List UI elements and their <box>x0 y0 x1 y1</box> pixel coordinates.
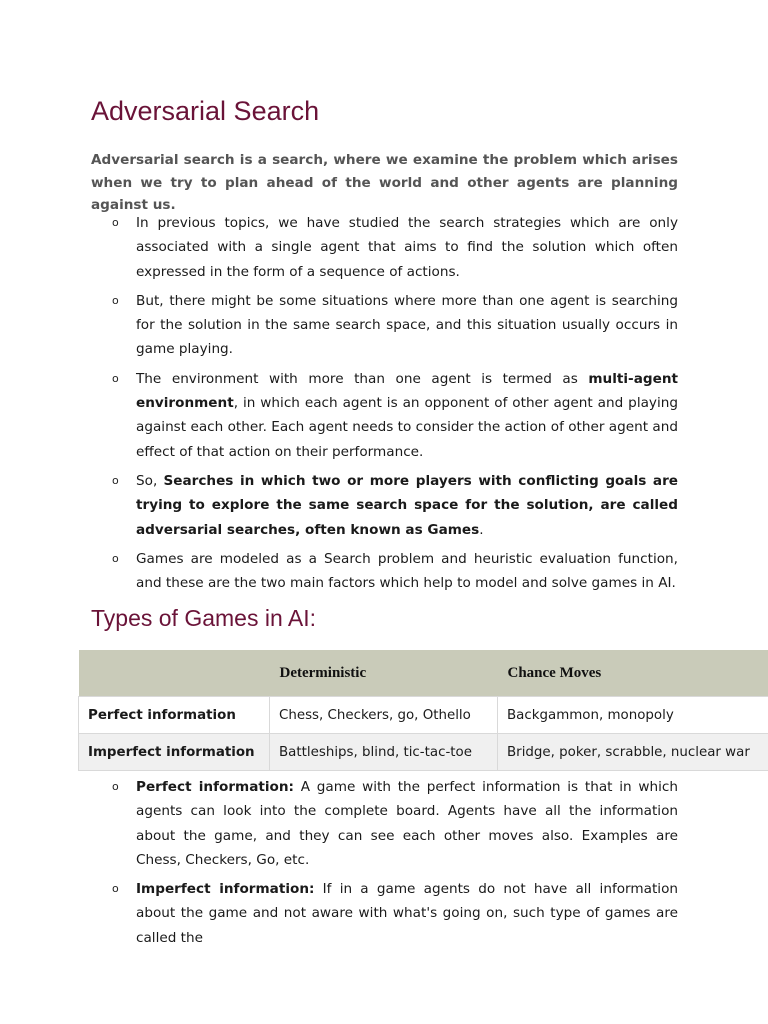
list-item <box>112 367 678 464</box>
table-header-corner <box>79 650 270 697</box>
text-span: In previous topics, we have studied the search strategies which are only associated with a single agent that aims to find the solution which often expressed in the form of a sequence of actions. <box>136 215 678 280</box>
bullet-list-information-types <box>112 775 678 955</box>
text-span: The environment with more than one agent is termed as <box>136 370 589 387</box>
bullet-marker-icon: o <box>112 216 119 229</box>
section-heading-types-of-games: Types of Games in AI: <box>91 605 316 631</box>
table-row-header-imperfect: Imperfect information <box>79 734 270 771</box>
bullet-marker-icon: o <box>112 371 119 385</box>
list-item <box>112 289 678 362</box>
table-header-deterministic: Deterministic <box>270 650 498 697</box>
table-cell: Bridge, poker, scrabble, nuclear war <box>498 734 768 771</box>
table-row <box>79 697 768 734</box>
text-span: , in which each agent is an opponent of other agent and playing against each other. Each agent needs to consider the action of other agent and effect of that action on their performance. <box>136 395 678 460</box>
text-span: If in a game agents do not have all information about the game and not aware with what's going on, such type of games are called the <box>136 881 679 946</box>
table-cell: Chess, Checkers, go, Othello <box>270 697 498 734</box>
bullet-marker-icon: o <box>112 551 119 565</box>
list-item <box>112 547 678 596</box>
bold-text: Imperfect information: <box>136 881 315 898</box>
table-cell: Battleships, blind, tic-tac-toe <box>270 734 498 771</box>
table-cell: Backgammon, monopoly <box>498 697 768 734</box>
table-header-chance-moves: Chance Moves <box>498 650 768 697</box>
list-item <box>112 211 678 284</box>
table-row-header-perfect: Perfect information <box>79 697 270 734</box>
bullet-list-overview <box>112 211 678 600</box>
list-item <box>112 469 678 542</box>
text-span: A game with the perfect information is that in which agents can look into the complete board. Agents have all the information about the game, and they can see each other moves also. Examples are Chess, Checkers, Go, etc. <box>136 779 679 868</box>
bullet-marker-icon: o <box>112 293 119 307</box>
bold-text: multi-agent environment <box>136 370 678 412</box>
bold-text: Perfect information: <box>136 779 294 795</box>
bullet-marker-icon: o <box>112 780 119 793</box>
bullet-marker-icon: o <box>112 473 119 487</box>
table-header-row <box>79 650 768 697</box>
text-span: But, there might be some situations where more than one agent is searching for the solution in the same search space, and this situation usually occurs in game playing. <box>136 292 678 358</box>
bold-text: Searches in which two or more players with conflicting goals are trying to explore the same search space for the solution, are called adversarial searches, often known as Games <box>136 472 678 538</box>
text-span: . <box>479 521 484 538</box>
table-row <box>79 734 768 771</box>
list-item <box>112 877 678 950</box>
list-item <box>112 775 678 872</box>
text-span: So, <box>136 472 164 489</box>
bullet-marker-icon: o <box>112 882 119 896</box>
page-title: Adversarial Search <box>91 96 320 126</box>
text-span: Games are modeled as a Search problem and heuristic evaluation function, and these are the two main factors which help to model and solve games in AI. <box>136 550 678 592</box>
intro-paragraph: Adversarial search is a search, where we examine the problem which arises when we try to plan ahead of the world and other agents are planning against us. <box>91 152 678 213</box>
games-types-table <box>78 650 768 771</box>
